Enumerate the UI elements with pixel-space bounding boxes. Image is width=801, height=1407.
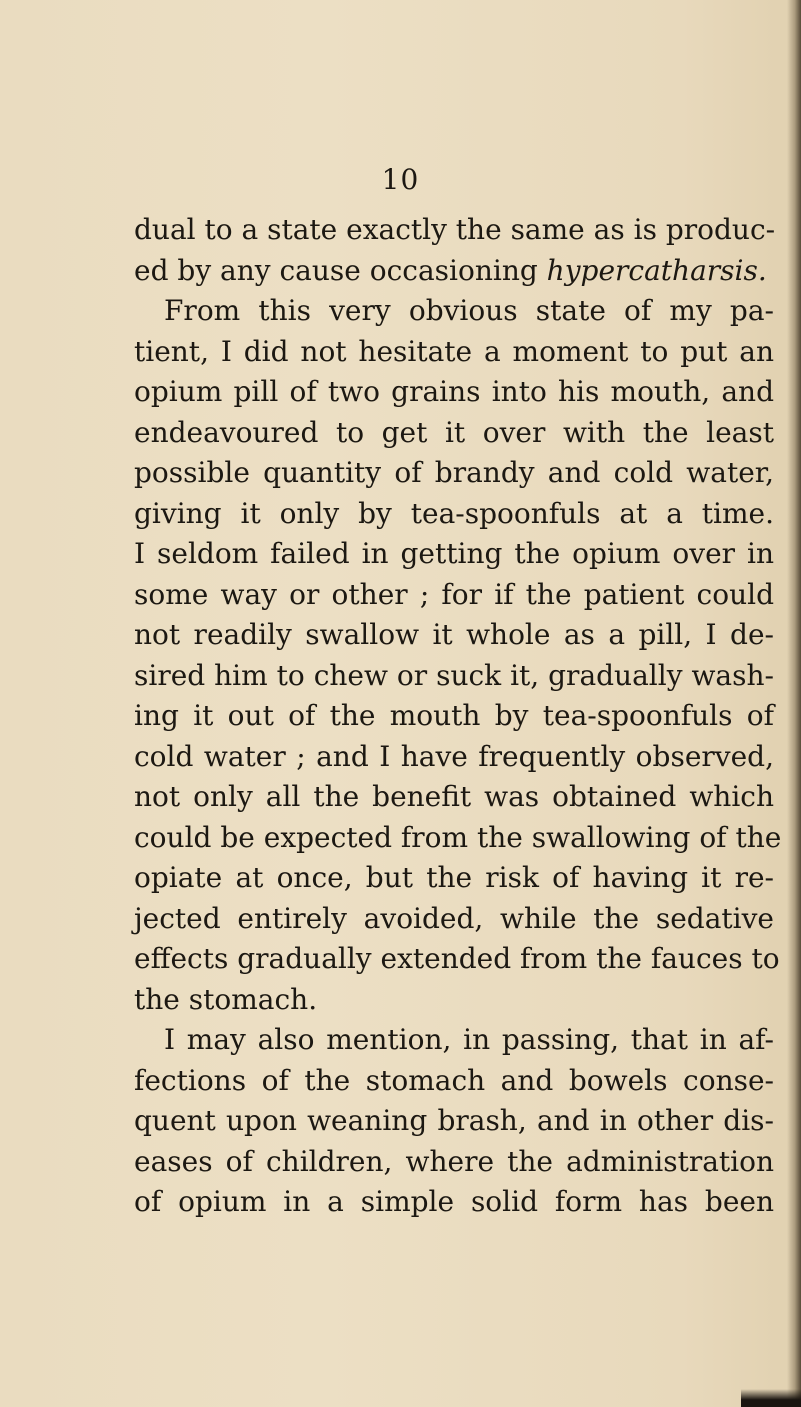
text-line: eases of children, where the administration bbox=[134, 1144, 774, 1178]
text-line bbox=[134, 251, 774, 292]
text-line: could be expected from the swallowing of the bbox=[134, 820, 782, 854]
paragraph-end-line: the stomach. bbox=[134, 982, 318, 1016]
text-line: quent upon weaning brash, and in other dis- bbox=[134, 1104, 774, 1137]
text-line: cold water ; and I have frequently observed, bbox=[134, 739, 774, 773]
text-line: giving it only by tea-spoonfuls at a time. bbox=[134, 496, 774, 530]
text-line: not readily swallow it whole as a pill, I de- bbox=[134, 618, 774, 651]
text-line: possible quantity of brandy and cold water, bbox=[134, 456, 774, 489]
paragraph-start-line: From this very obvious state of my pa- bbox=[164, 294, 774, 327]
text-line: opium pill of two grains into his mouth, and bbox=[134, 375, 774, 408]
scan-corner-mark bbox=[741, 1389, 801, 1407]
text-line: jected entirely avoided, while the sedative bbox=[134, 901, 774, 935]
paragraph-start-line: I may also mention, in passing, that in af- bbox=[164, 1023, 774, 1056]
text-line: sired him to chew or suck it, gradually wash- bbox=[134, 658, 774, 692]
text-line: ing it out of the mouth by tea-spoonfuls of bbox=[134, 699, 774, 732]
text-line: tient, I did not hesitate a moment to put an bbox=[134, 334, 774, 368]
text-line: opiate at once, but the risk of having it re- bbox=[134, 861, 774, 894]
page-number: 10 bbox=[381, 163, 420, 196]
body-text bbox=[134, 210, 782, 1223]
text-line: I seldom failed in getting the opium over in bbox=[134, 537, 774, 570]
text-segment: ed by any cause occasioning bbox=[134, 253, 547, 287]
text-line: not only all the benefit was obtained which bbox=[134, 780, 774, 813]
page-edge-shadow bbox=[787, 0, 801, 1407]
text-line: some way or other ; for if the patient could bbox=[134, 577, 774, 611]
text-line: effects gradually extended from the fauces to bbox=[134, 942, 780, 975]
italic-term: hypercatharsis. bbox=[546, 253, 767, 287]
text-line: endeavoured to get it over with the least bbox=[134, 415, 774, 449]
text-line: fections of the stomach and bowels conse- bbox=[134, 1063, 774, 1097]
text-line: of opium in a simple solid form has been bbox=[134, 1185, 774, 1218]
text-line: dual to a state exactly the same as is produc- bbox=[134, 213, 776, 246]
